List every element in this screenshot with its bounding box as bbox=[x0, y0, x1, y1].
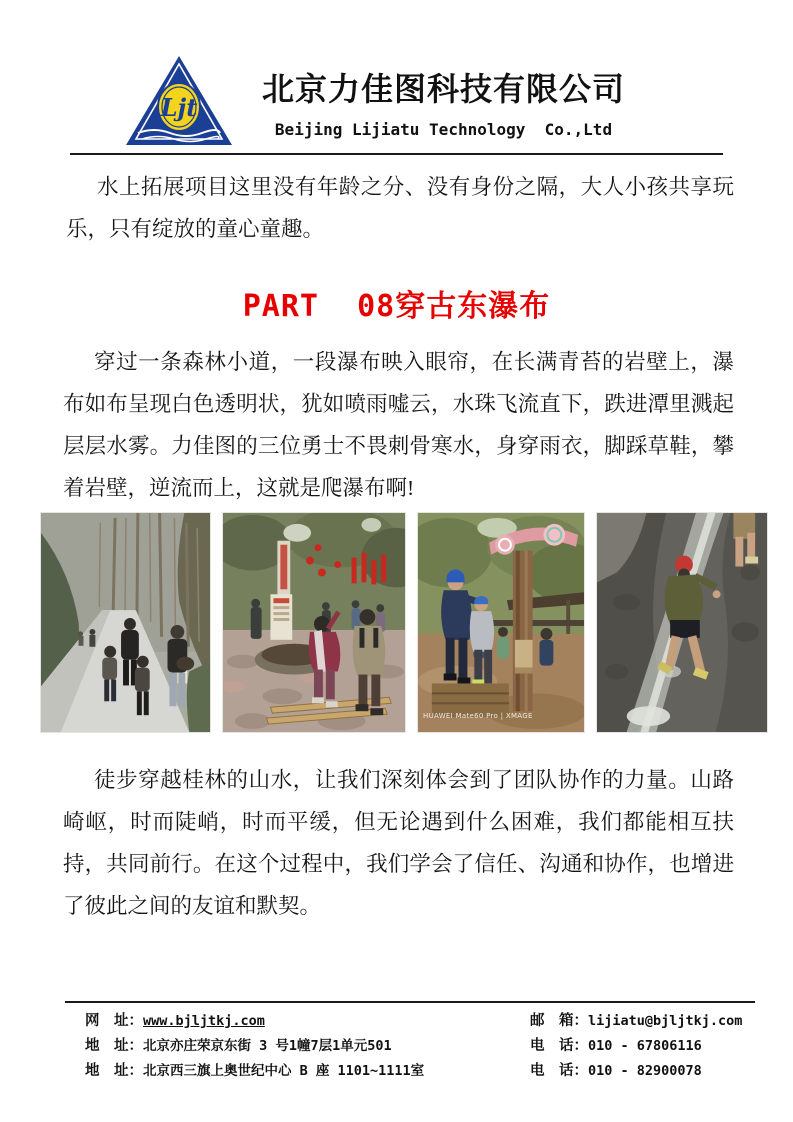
footer-address-row-2 bbox=[85, 1059, 530, 1084]
section-title: PART 08穿古东瀑布 bbox=[242, 289, 551, 324]
phone-label-1: 电 话： bbox=[530, 1038, 588, 1054]
footer-website-row bbox=[85, 1009, 530, 1034]
contact-footer bbox=[85, 1009, 755, 1084]
phone-value-1: 010 - 67806116 bbox=[588, 1038, 702, 1054]
footer-email-row bbox=[530, 1009, 755, 1034]
company-name-en: Beijing Lijiatu Technology Co.,Ltd bbox=[274, 119, 613, 139]
camera-watermark: HUAWEI Mate60 Pro | XMAGE bbox=[423, 712, 533, 720]
email-label: 邮 箱： bbox=[530, 1013, 588, 1029]
company-header bbox=[62, 55, 730, 147]
summary-paragraph: 徒步穿越桂林的山水，让我们深刻体会到了团队协作的力量。山路崎岖，时而陡峭，时而平缓，但无论遇到什么困难，我们都能相互扶持，共同前行。在这个过程中，我们学会了信任、沟通和协作，也增进了彼此之间的友谊和默契。 bbox=[63, 768, 734, 918]
address-value-1: 北京亦庄荣京东街 3 号1幢7层1单元501 bbox=[143, 1038, 392, 1054]
website-label: 网 址： bbox=[85, 1013, 143, 1029]
phone-label-2: 电 话： bbox=[530, 1063, 588, 1079]
photo-plank-game bbox=[222, 512, 406, 733]
email-value[interactable]: lijiatu@bjljtkj.com bbox=[588, 1013, 743, 1029]
header-divider bbox=[70, 153, 723, 155]
address-label-1: 地 址： bbox=[85, 1038, 143, 1054]
footer-phone-row-1 bbox=[530, 1034, 755, 1059]
footer-right-column bbox=[530, 1009, 755, 1084]
intro-paragraph: 水上拓展项目这里没有年龄之分、没有身份之隔，大人小孩共享玩乐，只有绽放的童心童趣。 bbox=[66, 175, 734, 241]
photo-gallery bbox=[40, 512, 768, 733]
phone-value-2: 010 - 82900078 bbox=[588, 1063, 702, 1079]
photo-waterfall-climb bbox=[596, 512, 768, 733]
company-name-cn: 北京力佳图科技有限公司 bbox=[262, 70, 626, 107]
company-titles bbox=[262, 64, 625, 139]
footer-phone-row-2 bbox=[530, 1059, 755, 1084]
logo-monogram-text: Ljt bbox=[160, 93, 198, 122]
footer-left-column bbox=[85, 1009, 530, 1084]
photo-forest-path bbox=[40, 512, 211, 733]
footer-divider bbox=[65, 1001, 755, 1003]
address-value-2: 北京西三旗上奥世纪中心 B 座 1101~1111室 bbox=[143, 1063, 425, 1079]
company-logo-icon bbox=[124, 55, 234, 147]
photo-platform-activity bbox=[417, 512, 585, 733]
address-label-2: 地 址： bbox=[85, 1063, 143, 1079]
website-link[interactable]: www.bjljtkj.com bbox=[143, 1013, 265, 1029]
footer-address-row-1 bbox=[85, 1034, 530, 1059]
story-paragraph: 穿过一条森林小道，一段瀑布映入眼帘，在长满青苔的岩壁上，瀑布如布呈现白色透明状，犹如喷雨嘘云，水珠飞流直下，跌进潭里溅起层层水雾。力佳图的三位勇士不畏刺骨寒水，身穿雨衣，脚踩草鞋，攀着岩壁，逆流而上，这就是爬瀑布啊! bbox=[63, 350, 734, 500]
